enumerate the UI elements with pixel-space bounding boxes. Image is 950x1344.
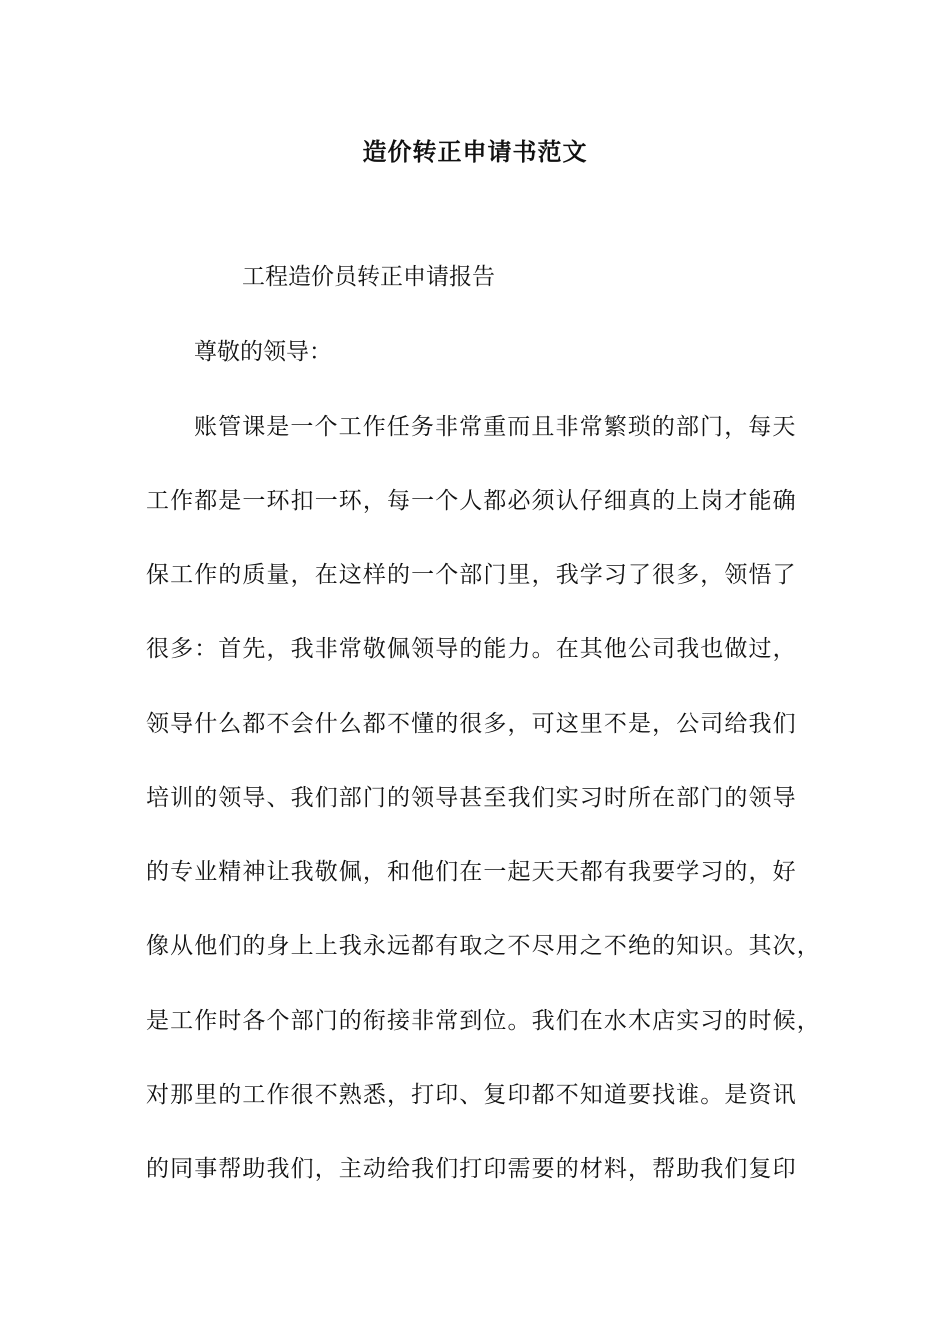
body-line: 领导什么都不会什么都不懂的很多，可这里不是，公司给我们 <box>146 711 797 737</box>
body-line: 培训的领导、我们部门的领导甚至我们实习时所在部门的领导 <box>146 785 797 811</box>
body-line: 是工作时各个部门的衔接非常到位。我们在水木店实习的时候， <box>146 1008 821 1034</box>
body-line: 很多：首先，我非常敬佩领导的能力。在其他公司我也做过， <box>146 636 797 662</box>
body-line: 工作都是一环扣一环，每一个人都必须认仔细真的上岗才能确 <box>146 488 797 514</box>
body-line: 的专业精神让我敬佩，和他们在一起天天都有我要学习的，好 <box>146 859 797 885</box>
body-line: 账管课是一个工作任务非常重而且非常繁琐的部门，每天 <box>194 414 797 440</box>
salutation: 尊敬的领导： <box>194 339 332 365</box>
body-line: 保工作的质量，在这样的一个部门里，我学习了很多，领悟了 <box>146 562 797 588</box>
body-line: 对那里的工作很不熟悉，打印、复印都不知道要找谁。是资讯 <box>146 1082 797 1108</box>
body-line: 像从他们的身上上我永远都有取之不尽用之不绝的知识。其次， <box>146 933 821 959</box>
document-subtitle: 工程造价员转正申请报告 <box>242 264 495 290</box>
document-title: 造价转正申请书范文 <box>362 137 588 166</box>
body-line: 的同事帮助我们，主动给我们打印需要的材料，帮助我们复印 <box>146 1156 797 1182</box>
